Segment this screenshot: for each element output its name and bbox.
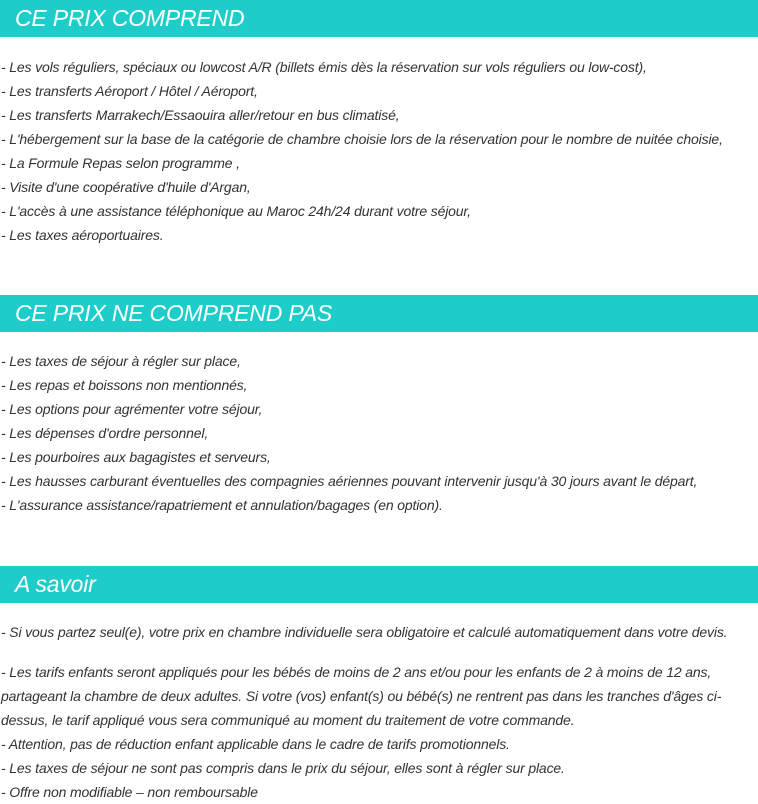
list-item: - Offre non modifiable – non remboursable: [1, 784, 258, 800]
list-item: - Les transferts Aéroport / Hôtel / Aéroport,: [1, 83, 258, 99]
list-item: - Les taxes aéroportuaires.: [1, 227, 164, 243]
list-item: - Les taxes de séjour ne sont pas compris dans le prix du séjour, elles sont à régler sur place.: [1, 760, 565, 776]
children-rates-note: - Les tarifs enfants seront appliqués pour les bébés de moins de 2 ans et/ou pour les enfants de 2 à moins de 12 ans, partageant la chambre de deux adultes. Si votre (vos) enfant(s) ou bébé(s) ne rentrent pas dans les tranches d'âges ci-dessus, le tarif appliqué vous sera communiqué au moment du traitement de votre commande.: [1, 664, 722, 728]
list-item: - L'hébergement sur la base de la catégorie de chambre choisie lors de la réservation pour le nombre de nuitée choisie,: [1, 131, 723, 147]
list-item: - Les vols réguliers, spéciaux ou lowcost A/R (billets émis dès la réservation sur vols réguliers ou low-cost),: [1, 59, 647, 75]
included-list: [1, 55, 758, 247]
section-info-header: [0, 566, 758, 603]
single-supplement-note: - Si vous partez seul(e), votre prix en chambre individuelle sera obligatoire et calculé automatiquement dans votre devis.: [1, 624, 728, 640]
list-item: - Les dépenses d'ordre personnel,: [1, 425, 209, 441]
section-excluded-title: CE PRIX NE COMPREND PAS: [15, 300, 333, 326]
list-item: - Les options pour agrémenter votre séjour,: [1, 401, 263, 417]
list-item: - L'accès à une assistance téléphonique au Maroc 24h/24 durant votre séjour,: [1, 203, 471, 219]
list-item: - Les pourboires aux bagagistes et serveurs,: [1, 449, 271, 465]
list-item: - Les repas et boissons non mentionnés,: [1, 377, 248, 393]
info-list: [1, 732, 758, 804]
excluded-list: [1, 349, 758, 517]
list-item: - Visite d'une coopérative d'huile d'Argan,: [1, 179, 251, 195]
list-item: - L'assurance assistance/rapatriement et annulation/bagages (en option).: [1, 497, 443, 513]
list-item: - Les transferts Marrakech/Essaouira aller/retour en bus climatisé,: [1, 107, 400, 123]
section-excluded-header: [0, 295, 758, 332]
section-included-header: [0, 0, 758, 37]
list-item: - Attention, pas de réduction enfant applicable dans le cadre de tarifs promotionnels.: [1, 736, 510, 752]
list-item: - Les taxes de séjour à régler sur place,: [1, 353, 241, 369]
list-item: - Les hausses carburant éventuelles des compagnies aériennes pouvant intervenir jusqu'à 30 jours avant le départ,: [1, 473, 698, 489]
section-included-title: CE PRIX COMPREND: [15, 5, 245, 31]
section-info-title: A savoir: [15, 571, 96, 597]
list-item: - La Formule Repas selon programme ,: [1, 155, 240, 171]
